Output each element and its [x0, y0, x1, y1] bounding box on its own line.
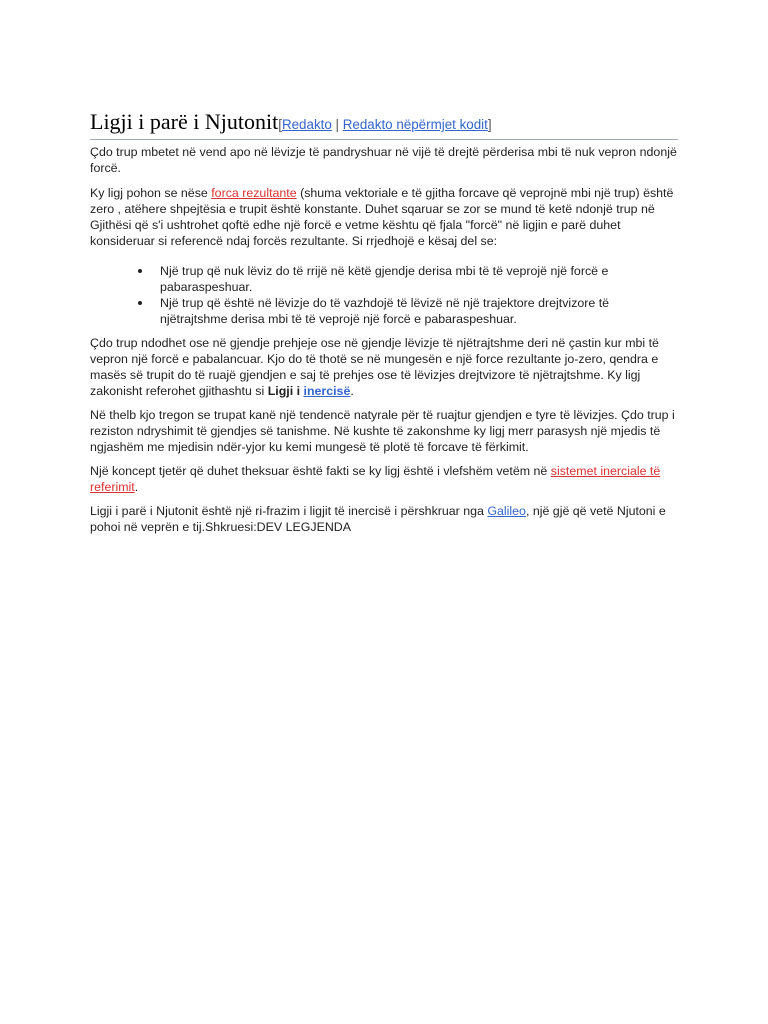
bold-term-text: Ligji i	[267, 384, 304, 398]
paragraph-6-text-a: Ligji i parë i Njutonit është një ri-frazim i ligjit të inercisë i përshkruar nga	[90, 504, 488, 518]
paragraph-6	[90, 503, 678, 535]
paragraph-3-text-a: Çdo trup ndodhet ose në gjendje prehjeje ose në gjendje lëvizje të njëtrajtshme deri në çastin kur mbi të vepron një forcë e pabalancuar. Kjo do të thotë se në mungesën e një force rezultante jo-zero, qendra e masës së trupit do të ruajë gjendjen e saj të prehjes ose të lëvizjes drejtvizore të njëtrajtshme. Ky ligj zakonisht referohet gjithashtu si	[90, 336, 659, 398]
paragraph-3-text-b: .	[350, 384, 354, 398]
paragraph-2-text-b: (shuma vektoriale e të gjitha forcave që veprojnë mbi një trup) është zero , atëhere shpejtësia e trupit është konstante. Duhet sqaruar se zor se mund të ketë ndonjë trup në Gjithësi që s'i ushtrohet qoftë edhe një forcë e vetme kështu që fjala "forcë" në ligjin e parë duhet konsideruar si referencë ndaj forcës rezultante. Si rrjedhojë e kësaj del se:	[90, 186, 674, 248]
link-inercise[interactable]: inercisë	[303, 384, 351, 398]
edit-bracket-close: ]	[487, 117, 492, 132]
paragraph-5-text-a: Një koncept tjetër që duhet theksuar është fakti se ky ligj është i vlefshëm vetëm në	[90, 464, 551, 478]
edit-link[interactable]: Redakto	[281, 117, 332, 132]
paragraph-4: Në thelb kjo tregon se trupat kanë një tendencë natyrale për të ruajtur gjendjen e tyre të lëvizjes. Çdo trup i reziston ndryshimit të gjendjes së tanishme. Në kushte të zakonshme ky ligj merr parasysh një mjedis të ngjashëm me mjedisin ndër-yjor ku kemi mungesë të plotë të forcave të fërkimit.	[90, 408, 675, 454]
link-forca-rezultante[interactable]: forca rezultante	[211, 186, 297, 200]
edit-section	[278, 117, 491, 132]
bold-term	[267, 384, 354, 398]
paragraph-2	[90, 185, 678, 249]
edit-bracket-open: [	[278, 117, 282, 132]
edit-separator: |	[331, 117, 343, 132]
list-item: Një trup që është në lëvizje do të vazhdojë të lëvizë në një trajektore drejtvizore të njëtrajtshme derisa mbi të të veprojë një forcë e pabaraspeshuar.	[160, 295, 678, 327]
list-item: Një trup që nuk lëviz do të rrijë në këtë gjendje derisa mbi të të veprojë një forcë e pabaraspeshuar.	[160, 263, 678, 295]
title-text: Ligji i parë i Njutonit	[90, 109, 279, 134]
bullet-list	[90, 263, 678, 327]
paragraph-1: Çdo trup mbetet në vend apo në lëvizje të pandryshuar në vijë të drejtë përderisa mbi të nuk vepron ndonjë forcë.	[90, 145, 677, 175]
edit-source-link[interactable]: Redakto nëpërmjet kodit	[342, 117, 488, 132]
link-sistemet-inerciale[interactable]: sistemet inerciale të referimit	[90, 464, 661, 494]
paragraph-6-text-b: , një gjë që vetë Njutoni e pohoi në veprën e tij.Shkruesi:DEV LEGJENDA	[90, 504, 666, 534]
paragraph-5-text-b: .	[134, 480, 139, 494]
link-galileo[interactable]: Galileo	[487, 504, 526, 518]
article	[90, 108, 678, 535]
paragraph-5	[90, 463, 678, 495]
page-title	[90, 108, 678, 140]
paragraph-3	[90, 335, 678, 399]
paragraph-2-text-a: Ky ligj pohon se nëse	[90, 186, 212, 200]
